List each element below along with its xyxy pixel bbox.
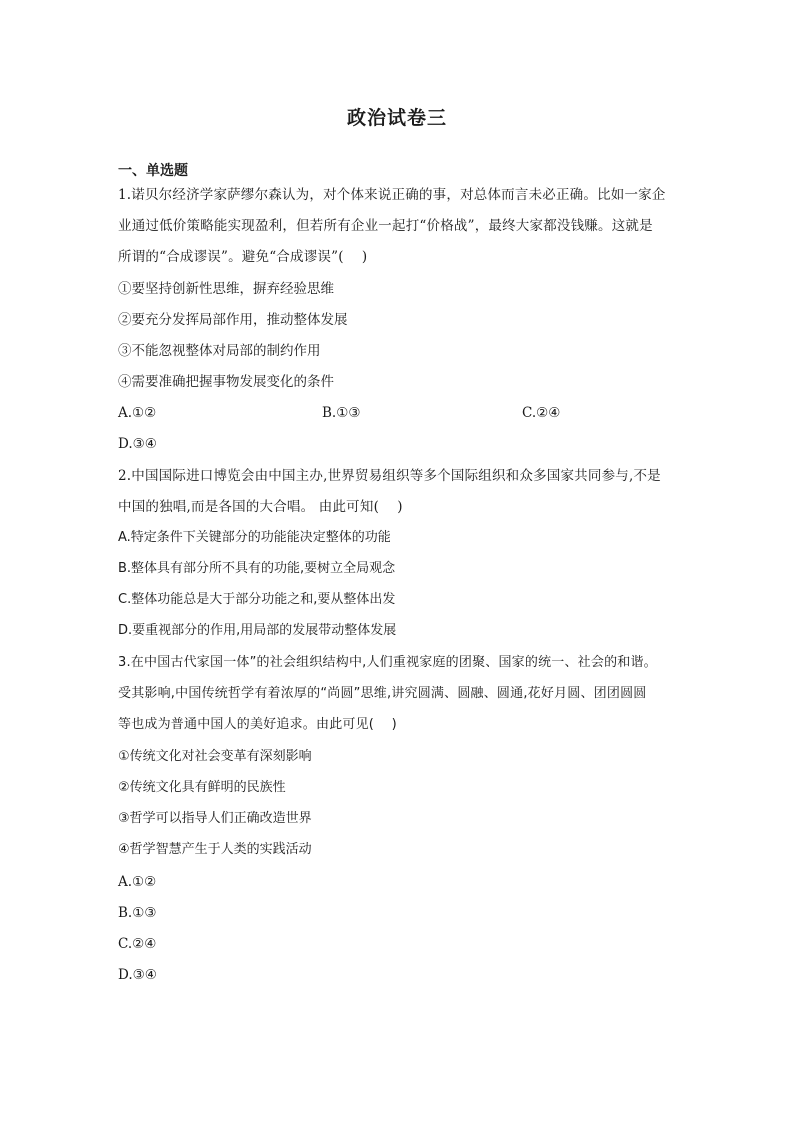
q1-stem-line-3: 所谓的“合成谬误”。避免“合成谬误”( ) (118, 249, 368, 265)
q2-option-d[interactable]: D.要重视部分的作用,用局部的发展带动整体发展 (118, 623, 397, 638)
q3-option-d[interactable]: D.③④ (118, 967, 157, 983)
q3-item-1: ①传统文化对社会变革有深刻影响 (118, 749, 312, 764)
q1-option-a[interactable]: A.①② (118, 405, 157, 421)
q3-stem-line-2: 受其影响,中国传统哲学有着浓厚的“尚圆”思维,讲究圆满、圆融、圆通,花好月圆、团团圆圆 (118, 686, 647, 701)
q3-option-a[interactable]: A.①② (118, 874, 157, 890)
q2-option-c[interactable]: C.整体功能总是大于部分功能之和,要从整体出发 (118, 592, 396, 607)
q1-option-b[interactable]: B.①③ (322, 405, 361, 421)
q1-option-d[interactable]: D.③④ (118, 436, 157, 452)
q1-item-2: ②要充分发挥局部作用，推动整体发展 (118, 312, 348, 328)
q3-option-b[interactable]: B.①③ (118, 905, 157, 921)
q3-stem-line-1: 3.在中国古代家国一体”的社会组织结构中,人们重视家庭的团聚、国家的统一、社会的和谐。 (118, 655, 657, 670)
q3-item-3: ③哲学可以指导人们正确改造世界 (118, 811, 312, 826)
q2-option-a[interactable]: A.特定条件下关键部分的功能能决定整体的功能 (118, 530, 391, 545)
section-heading: 一、单选题 (118, 163, 188, 179)
q1-option-c[interactable]: C.②④ (522, 405, 561, 421)
q3-item-4: ④哲学智慧产生于人类的实践活动 (118, 842, 312, 857)
q3-stem-line-3: 等也成为普通中国人的美好追求。由此可见( ) (118, 717, 397, 732)
page-title: 政治试卷三 (346, 107, 447, 129)
q3-option-c[interactable]: C.②④ (118, 936, 157, 952)
q3-item-2: ②传统文化具有鲜明的民族性 (118, 780, 286, 795)
q1-stem-line-1: 1.诺贝尔经济学家萨缪尔森认为，对个体来说正确的事，对总体而言未必正确。比如一家企 (118, 187, 666, 203)
q1-item-3: ③不能忽视整体对局部的制约作用 (118, 343, 321, 359)
q2-stem-line-2: 中国的独唱,而是各国的大合唱。 由此可知( ) (118, 499, 403, 515)
q1-stem-line-2: 业通过低价策略能实现盈利，但若所有企业一起打“价格战”，最终大家都没钱赚。这就是 (118, 218, 653, 234)
q2-option-b[interactable]: B.整体具有部分所不具有的功能,要树立全局观念 (118, 561, 396, 576)
q2-stem-line-1: 2.中国国际进口博览会由中国主办,世界贸易组织等多个国际组织和众多国家共同参与,不是 (118, 468, 661, 484)
q1-item-4: ④需要准确把握事物发展变化的条件 (118, 374, 334, 390)
q1-item-1: ①要坚持创新性思维，摒弃经验思维 (118, 281, 334, 297)
